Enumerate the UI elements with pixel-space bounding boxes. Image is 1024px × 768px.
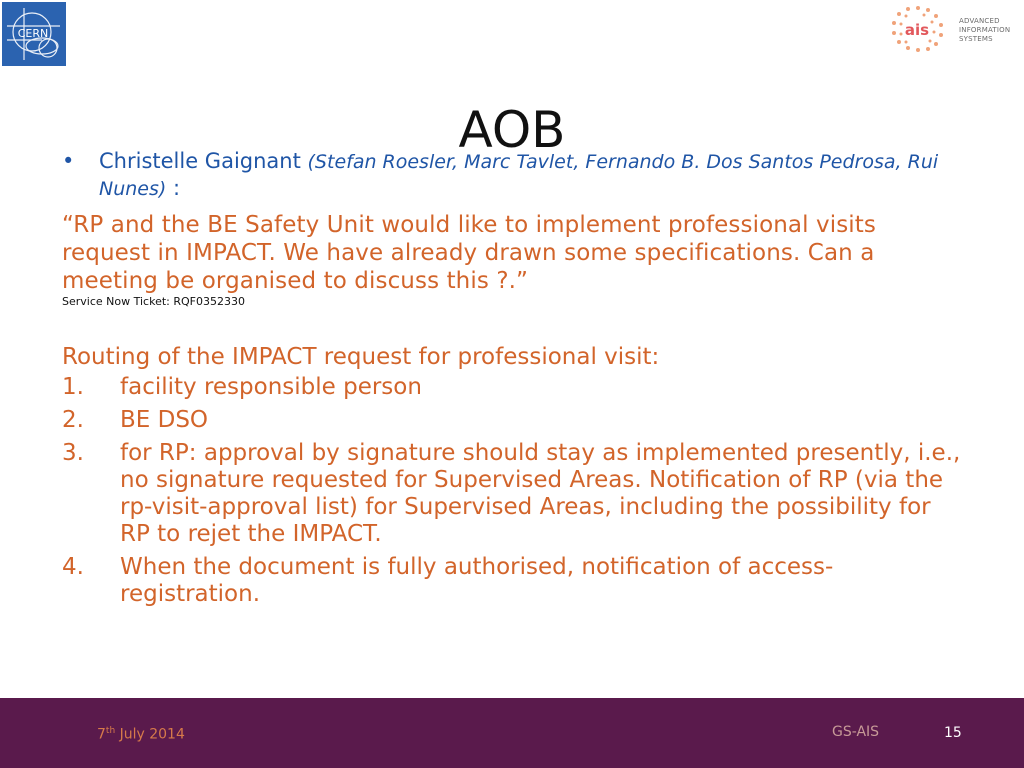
ais-mark: ais [904,21,930,39]
bullet-name: Christelle Gaignant [99,149,301,173]
routing-step [62,374,962,401]
ais-logo [886,4,1022,52]
date-day: 7 [97,726,106,743]
step-number: 3. [62,440,84,466]
step-text: facility responsible person [120,374,422,400]
bullet-people: (Stefan Roesler, Marc Tavlet, Fernando B. Dos Santos Pedrosa, Rui Nunes) [99,151,939,200]
slide-body [62,148,962,614]
ais-wordmark-line: ADVANCED [959,17,1000,25]
routing-step [62,554,962,608]
routing-step [62,440,962,548]
footer-org: GS-AIS [832,724,880,740]
step-text: BE DSO [120,407,209,433]
step-number: 4. [62,554,84,580]
bullet-suffix: : [166,176,181,200]
routing-intro: Routing of the IMPACT request for professional visit: [62,344,660,370]
cern-logo-icon [2,2,66,66]
ais-wordmark [959,17,1010,44]
ais-logo-icon [886,4,956,52]
cern-logo [2,2,66,66]
cern-logo-text: CERN [17,27,49,40]
request-quote: “RP and the BE Safety Unit would like to implement professional visits request in IMPACT. We have already drawn some specifications. Can a meeting be organised to discuss this ?.” [62,212,876,294]
routing-steps [62,374,962,608]
bullet-dot: • [62,149,75,173]
routing-step [62,407,962,434]
ais-wordmark-line: SYSTEMS [959,35,993,43]
page-number: 15 [944,725,962,741]
date-suffix: th [105,726,116,736]
step-text: When the document is fully authorised, notification of access-registration. [120,554,834,607]
step-text: for RP: approval by signature should stay as implemented presently, i.e., no signature requested for Supervised Areas. Notification of RP (via the rp-visit-approval list) for Supervised Areas, including the possibility for RP to rejet the IMPACT. [120,440,961,547]
bullet-item [62,148,962,202]
footer-date [97,726,185,743]
step-number: 1. [62,374,84,400]
date-rest: July 2014 [115,726,185,743]
slide-footer [0,698,1024,768]
step-number: 2. [62,407,84,433]
slide-title: AOB [458,100,566,159]
ais-wordmark-line: INFORMATION [959,26,1011,34]
ticket-reference: Service Now Ticket: RQF0352330 [62,295,245,308]
